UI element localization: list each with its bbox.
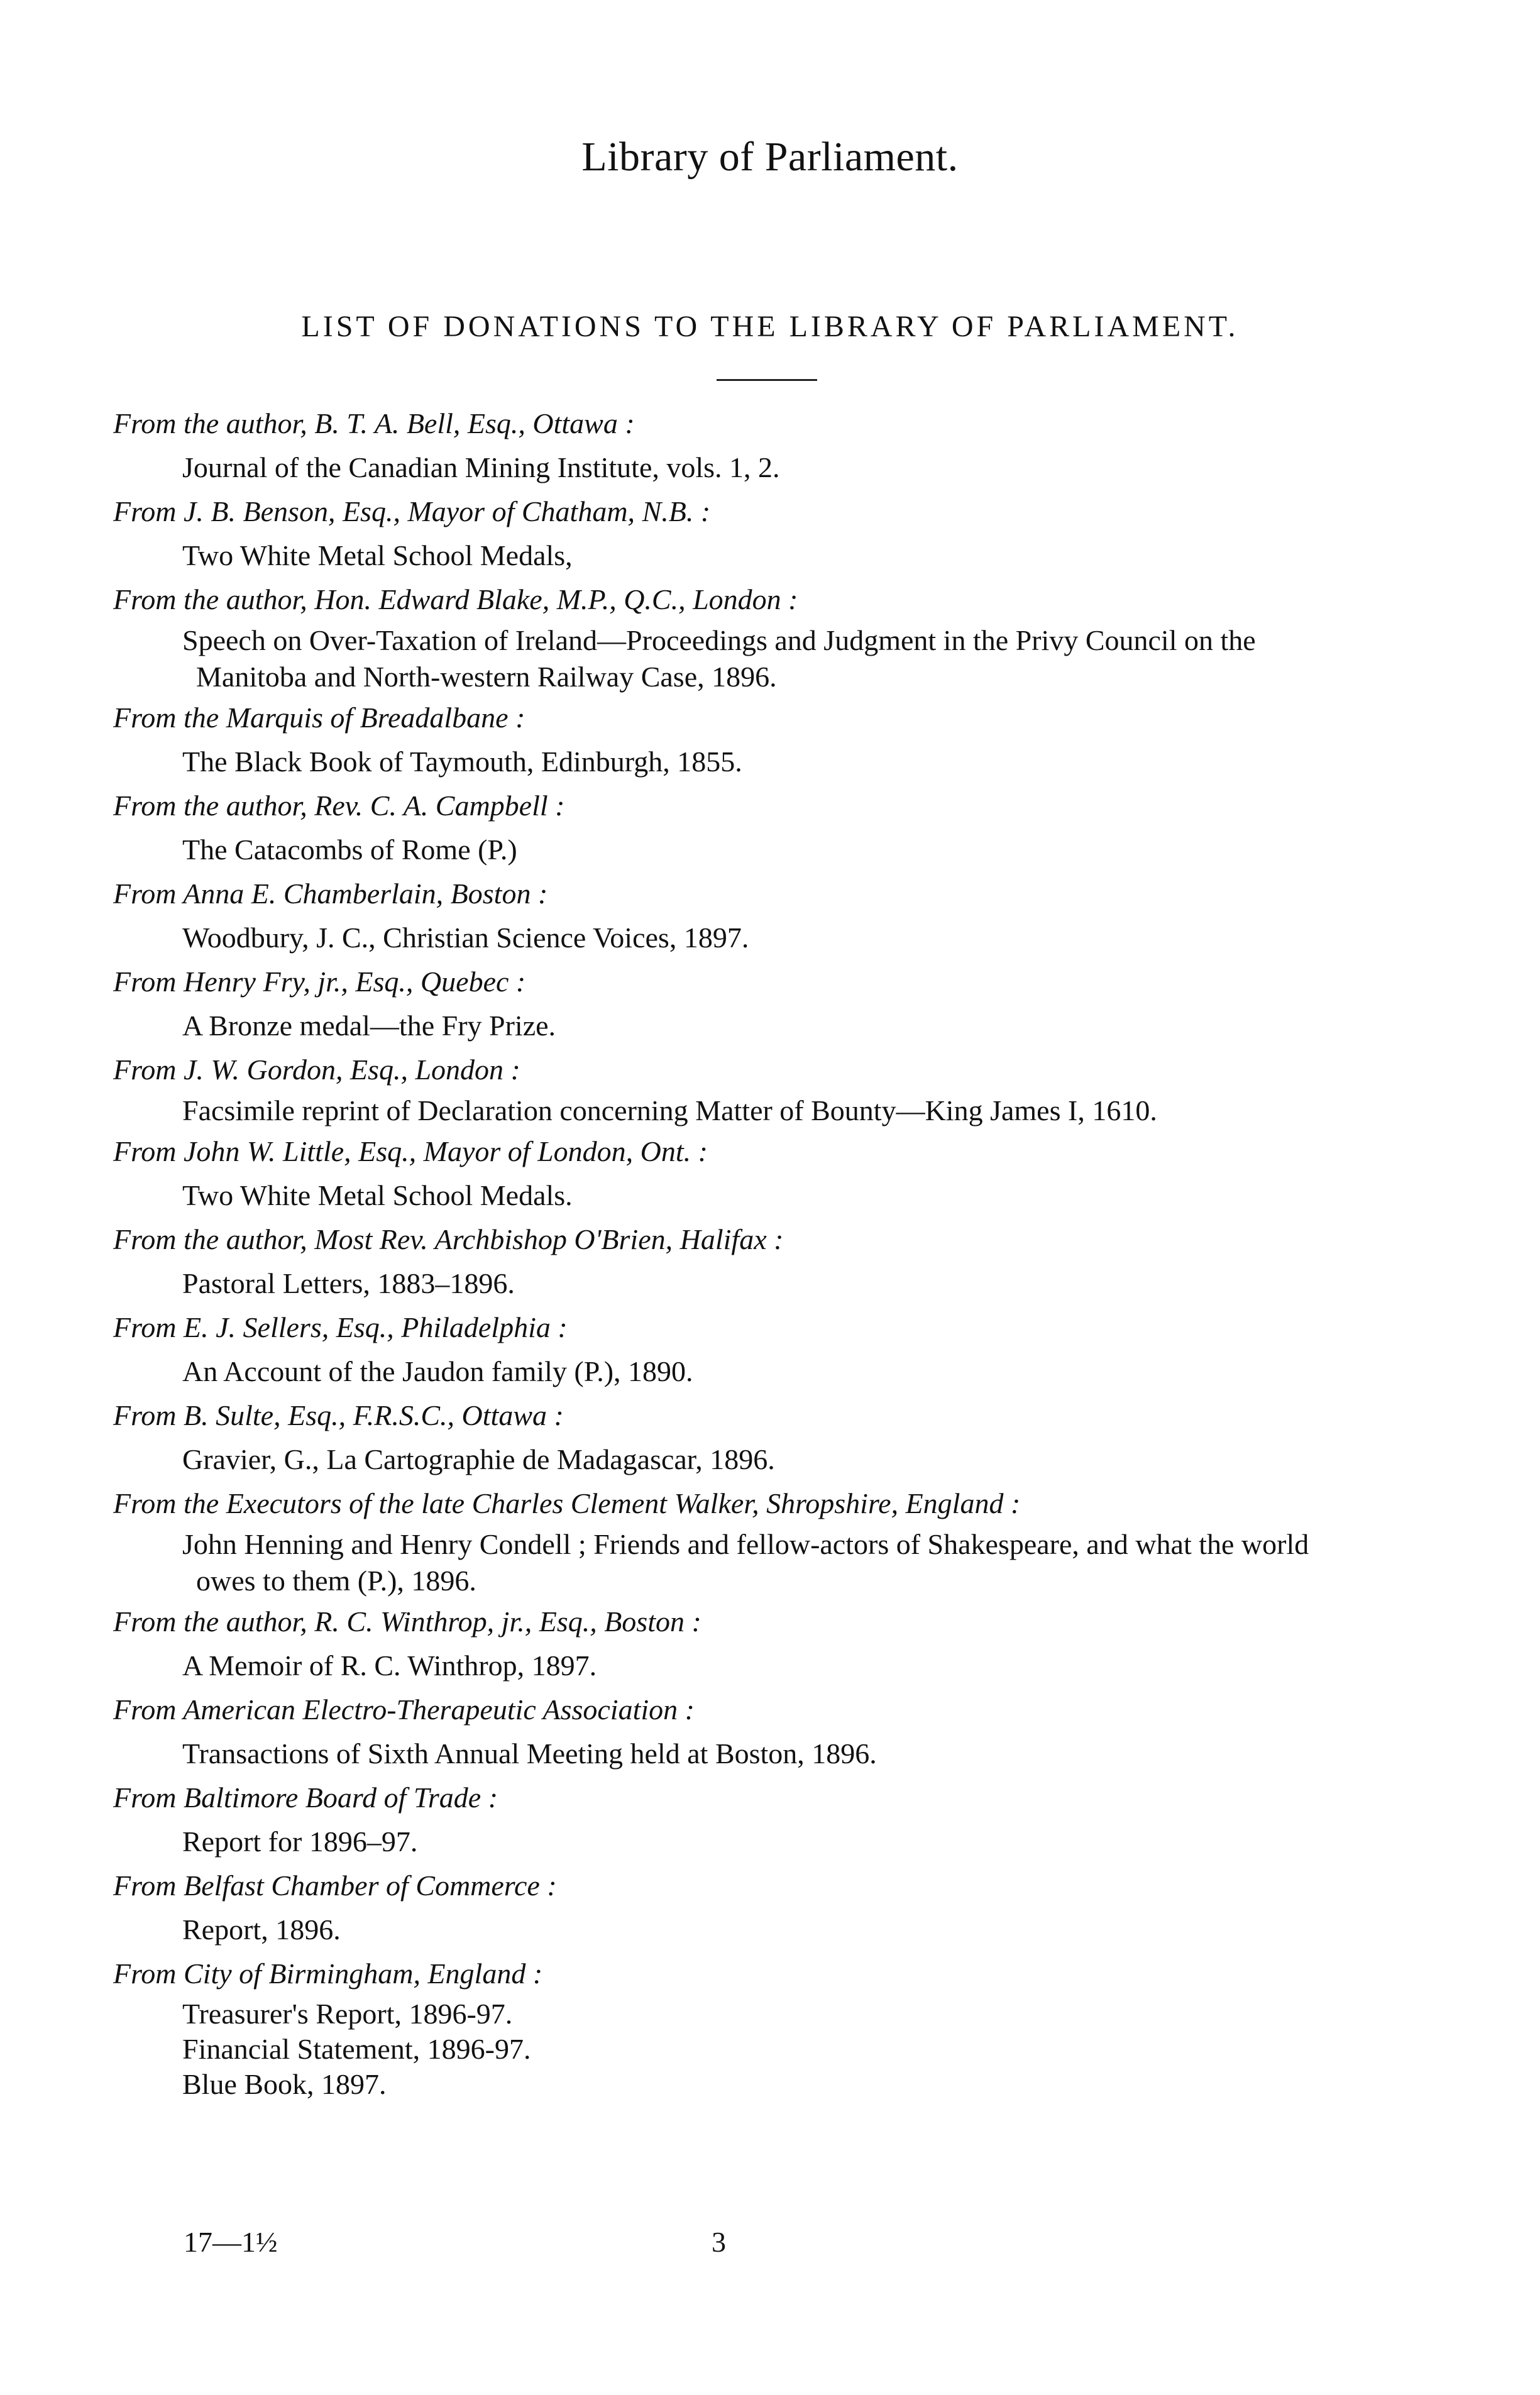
donation-entry (113, 1047, 1433, 1129)
donation-entry (113, 577, 1433, 695)
donation-item: Gravier, G., La Cartographie de Madagascar, 1896. (182, 1443, 775, 1475)
donation-entry (113, 1481, 1433, 1599)
donation-item: A Bronze medal—the Fry Prize. (182, 1010, 556, 1042)
donation-entry (113, 401, 1433, 489)
title-rule (717, 379, 817, 381)
donation-item: Two White Metal School Medals, (182, 539, 573, 571)
donor-line: From Henry Fry, jr., Esq., Quebec : (113, 966, 526, 998)
donation-entry (113, 783, 1433, 871)
donation-entry (113, 1863, 1433, 1951)
donation-entry (113, 1305, 1433, 1393)
donor-line: From Baltimore Board of Trade : (113, 1781, 498, 1814)
donor-line: From Belfast Chamber of Commerce : (113, 1869, 557, 1902)
donation-item: Two White Metal School Medals. (182, 1179, 573, 1211)
donor-line: From B. Sulte, Esq., F.R.S.C., Ottawa : (113, 1399, 564, 1431)
donation-item: The Catacombs of Rome (P.) (182, 834, 517, 866)
donation-entry (113, 1393, 1433, 1481)
donation-item: Report, 1896. (182, 1913, 341, 1946)
donation-entry (113, 489, 1433, 577)
donation-entry (113, 1129, 1433, 1217)
donation-entry (113, 1217, 1433, 1305)
donation-item: Pastoral Letters, 1883–1896. (182, 1267, 515, 1299)
donor-line: From the author, Hon. Edward Blake, M.P., Q.C., London : (113, 583, 798, 615)
donation-entry (113, 1951, 1433, 2102)
donation-list (113, 401, 1433, 2102)
donor-line: From the Marquis of Breadalbane : (113, 702, 525, 734)
donation-item: The Black Book of Taymouth, Edinburgh, 1855. (182, 746, 742, 778)
donation-item: John Henning and Henry Condell ; Friends and fellow-actors of Shakespeare, and what the world owes to them (P.), 1896. (182, 1528, 1309, 1597)
donor-line: From E. J. Sellers, Esq., Philadelphia : (113, 1311, 568, 1343)
donation-item: Speech on Over-Taxation of Ireland—Proceedings and Judgment in the Privy Council on the Manitoba and North-western Railway Case, 1896. (182, 624, 1256, 693)
donor-line: From the Executors of the late Charles Clement Walker, Shropshire, England : (113, 1487, 1021, 1519)
donation-item: Report for 1896–97. (182, 1825, 418, 1858)
donor-line: From the author, R. C. Winthrop, jr., Esq., Boston : (113, 1605, 701, 1638)
donation-entry (113, 1599, 1433, 1687)
donation-entry (113, 695, 1433, 783)
donation-entry (113, 871, 1433, 959)
donor-line: From City of Birmingham, England : (113, 1957, 543, 1990)
donation-item: An Account of the Jaudon family (P.), 1890. (182, 1355, 693, 1387)
donation-item: Financial Statement, 1896-97. (182, 2033, 531, 2065)
donation-item: Transactions of Sixth Annual Meeting held at Boston, 1896. (182, 1737, 877, 1770)
donation-entry (113, 959, 1433, 1047)
page-number: 3 (712, 2226, 726, 2258)
donor-line: From American Electro-Therapeutic Association : (113, 1693, 695, 1726)
donation-item: Journal of the Canadian Mining Institute, vols. 1, 2. (182, 451, 780, 483)
donor-line: From the author, B. T. A. Bell, Esq., Ottawa : (113, 407, 635, 439)
signature-mark: 17—1½ (184, 2226, 278, 2258)
donor-line: From John W. Little, Esq., Mayor of London, Ont. : (113, 1135, 708, 1167)
donation-entry (113, 1775, 1433, 1863)
donor-line: From J. B. Benson, Esq., Mayor of Chatham, N.B. : (113, 495, 711, 527)
donation-item: Treasurer's Report, 1896-97. (182, 1998, 513, 2030)
donor-line: From the author, Rev. C. A. Campbell : (113, 790, 565, 822)
donation-entry (113, 1687, 1433, 1775)
donation-item: Facsimile reprint of Declaration concerning Matter of Bounty—King James I, 1610. (182, 1094, 1157, 1126)
running-head: Library of Parliament. (581, 134, 959, 180)
donor-line: From the author, Most Rev. Archbishop O'Brien, Halifax : (113, 1223, 784, 1255)
donor-line: From Anna E. Chamberlain, Boston : (113, 878, 548, 910)
donor-line: From J. W. Gordon, Esq., London : (113, 1054, 520, 1086)
donation-item: Blue Book, 1897. (182, 2068, 387, 2100)
donation-item: A Memoir of R. C. Winthrop, 1897. (182, 1649, 597, 1682)
page-title: LIST OF DONATIONS TO THE LIBRARY OF PARLIAMENT. (301, 310, 1239, 343)
donation-item: Woodbury, J. C., Christian Science Voices, 1897. (182, 922, 749, 954)
